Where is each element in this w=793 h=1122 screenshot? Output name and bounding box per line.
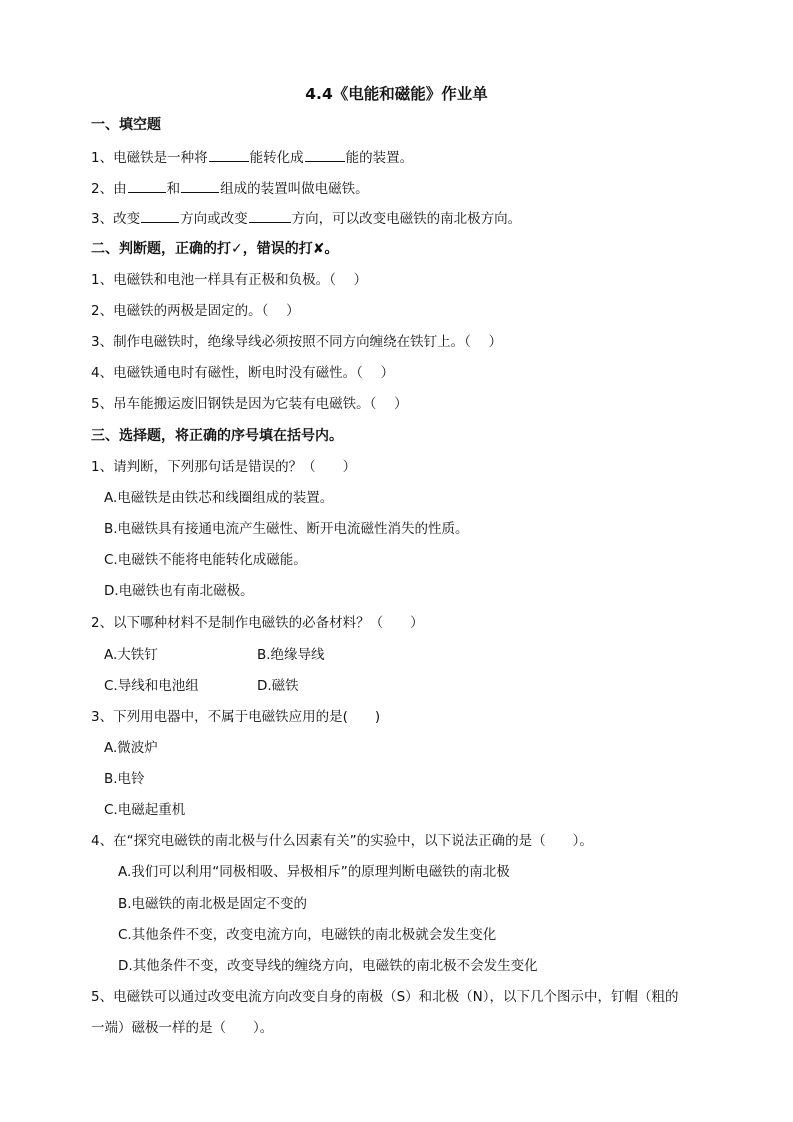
section-heading-fill-in: 一、填空题 <box>91 117 161 133</box>
true-false-item-1: 1、电磁铁和电池一样具有正极和负极。（ ） <box>91 272 368 288</box>
choice-question-1-stem: 1、请判断，下列那句话是错误的？（ ） <box>91 459 357 475</box>
choice-question-4-option-d: D.其他条件不变，改变导线的缠绕方向，电磁铁的南北极不会发生变化 <box>118 958 538 974</box>
fill-question-2-text-b: 和 <box>166 181 181 197</box>
true-false-item-5: 5、吊车能搬运废旧钢铁是因为它装有电磁铁。（ ） <box>91 396 408 412</box>
section-heading-multiple-choice: 三、选择题，将正确的序号填在括号内。 <box>91 428 343 444</box>
choice-question-5-line-2: 一端）磁极一样的是（ ）。 <box>91 1020 274 1036</box>
choice-question-5-line-1: 5、电磁铁可以通过改变电流方向改变自身的南极（S）和北极（N），以下几个图示中，钉帽（粗的 <box>91 989 679 1005</box>
choice-question-3-option-b: B.电铃 <box>104 771 145 787</box>
choice-question-4-option-c: C.其他条件不变，改变电流方向，电磁铁的南北极就会发生变化 <box>118 927 497 943</box>
page-title: 4.4《电能和磁能》作业单 <box>305 85 488 103</box>
choice-question-2-stem: 2、以下哪种材料不是制作电磁铁的必备材料？（ ） <box>91 615 424 631</box>
fill-question-3-text-a: 3、改变 <box>91 211 141 227</box>
choice-question-4-option-b: B.电磁铁的南北极是固定不变的 <box>118 896 308 912</box>
choice-question-3-option-c: C.电磁起重机 <box>104 802 186 818</box>
choice-question-2-option-d: D.磁铁 <box>257 678 299 694</box>
answer-blank[interactable] <box>181 178 219 193</box>
choice-question-3-stem: 3、下列用电器中，不属于电磁铁应用的是( ) <box>91 709 381 725</box>
fill-question-2 <box>91 178 369 198</box>
answer-blank[interactable] <box>305 147 345 162</box>
answer-blank[interactable] <box>141 208 179 223</box>
answer-blank[interactable] <box>209 147 249 162</box>
choice-question-2-option-c: C.导线和电池组 <box>104 678 199 694</box>
true-false-item-3: 3、制作电磁铁时，绝缘导线必须按照不同方向缠绕在铁钉上。（ ） <box>91 334 503 350</box>
fill-question-1-text-a: 1、电磁铁是一种将 <box>91 150 208 166</box>
choice-question-2-option-b: B.绝缘导线 <box>257 647 325 663</box>
true-false-item-4: 4、电磁铁通电时有磁性，断电时没有磁性。（ ） <box>91 365 395 381</box>
fill-question-2-text-c: 组成的装置叫做电磁铁。 <box>220 181 369 197</box>
choice-question-2-option-a: A.大铁钉 <box>104 647 158 663</box>
answer-blank[interactable] <box>249 208 291 223</box>
choice-question-4-option-a: A.我们可以利用“同极相吸、异极相斥”的原理判断电磁铁的南北极 <box>118 864 510 880</box>
choice-question-1-option-d: D.电磁铁也有南北磁极。 <box>104 583 254 599</box>
choice-question-1-option-b: B.电磁铁具有接通电流产生磁性、断开电流磁性消失的性质。 <box>104 521 469 537</box>
section-heading-true-false: 二、判断题，正确的打✓，错误的打✘。 <box>91 241 339 257</box>
fill-question-1 <box>91 147 413 167</box>
answer-blank[interactable] <box>128 178 166 193</box>
choice-question-4-stem: 4、在“探究电磁铁的南北极与什么因素有关”的实验中，以下说法正确的是（ ）。 <box>91 833 593 849</box>
fill-question-3-text-c: 方向，可以改变电磁铁的南北极方向。 <box>291 211 522 227</box>
fill-question-1-text-c: 能的装置。 <box>345 150 414 166</box>
fill-question-3-text-b: 方向或改变 <box>180 211 248 227</box>
choice-question-3-option-a: A.微波炉 <box>104 740 158 756</box>
fill-question-2-text-a: 2、由 <box>91 181 127 197</box>
fill-question-3 <box>91 208 521 228</box>
choice-question-1-option-a: A.电磁铁是由铁芯和线圈组成的装置。 <box>104 490 334 506</box>
choice-question-1-option-c: C.电磁铁不能将电能转化成磁能。 <box>104 552 307 568</box>
true-false-item-2: 2、电磁铁的两极是固定的。（ ） <box>91 303 300 319</box>
fill-question-1-text-b: 能转化成 <box>249 150 304 166</box>
